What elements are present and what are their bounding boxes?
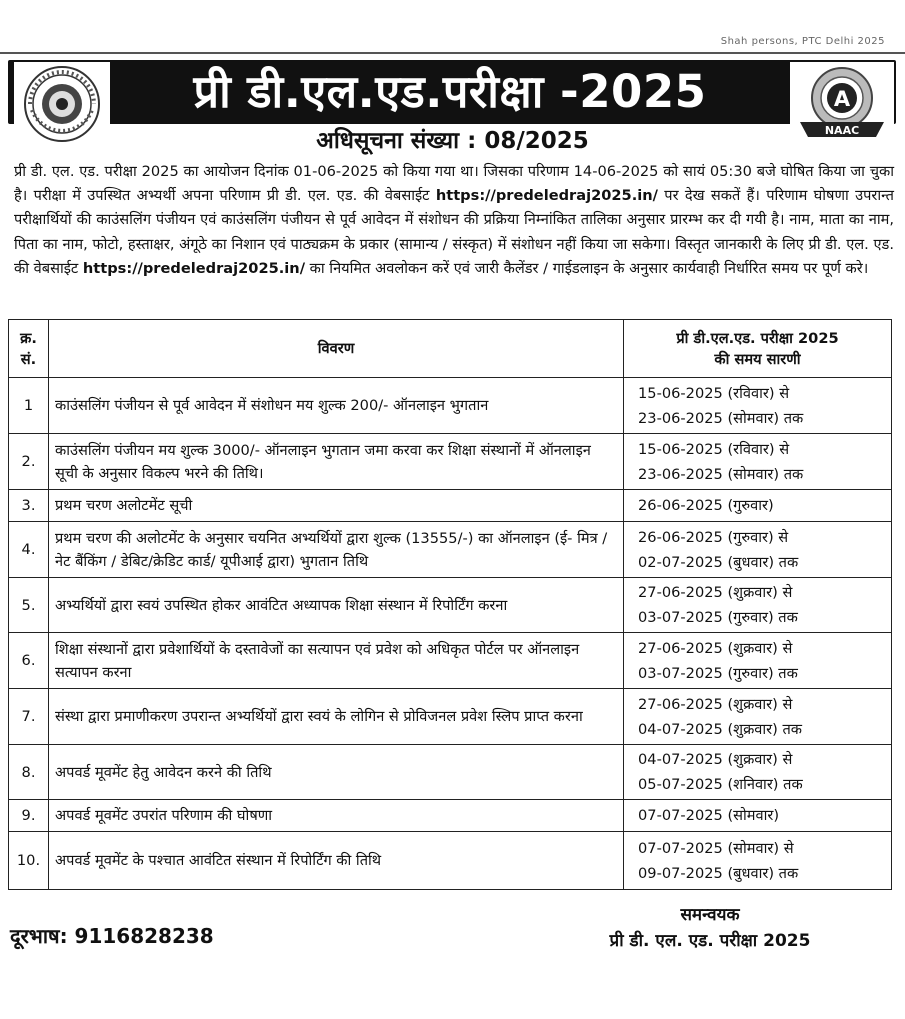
table-row [9, 378, 892, 434]
page-title: प्री डी.एल.एड.परीक्षा -2025 [193, 65, 707, 118]
schedule-table [8, 319, 892, 890]
table-row [9, 633, 892, 689]
row-description: काउंसलिंग पंजीयन मय शुल्क 3000/- ऑनलाइन भुगतान जमा करवा कर शिक्षा संस्थानों में ऑनलाइन सूची के अनुसार विकल्प भरने की तिथि। [49, 434, 624, 490]
row-description: अभ्यर्थियों द्वारा स्वयं उपस्थित होकर आवंटित अध्यापक शिक्षा संस्थान में रिपोर्टिंग करना [49, 578, 624, 633]
coordinator-signature [560, 902, 860, 954]
naac-label: NAAC [824, 124, 860, 137]
row-description: अपवर्ड मूवमेंट हेतु आवेदन करने की तिथि [49, 745, 624, 800]
row-serial: 2. [9, 434, 49, 490]
row-date-end: 05-07-2025 (शनिवार) तक [638, 776, 803, 793]
intro-text-part2: पर देख सकतें हैं। परिणाम घोषणा उपरान्त परीक्षार्थियों की काउंसलिंग पंजीयन एवं काउंसलिंग पंजीयन से पूर्व आवेदन में संशोधन की प्रक्रिया निम्नांकित तालिका अनुसार प्रारम्भ कर दी गयी है। नाम, माता का नाम, पिता का नाम, फोटो, हस्ताक्षर, अंगूठे का निशान एवं पाठ्यक्रम के प्रकार (सामान्य / संस्कृत) में संशोधन नहीं किया जा सकेगा। विस्तृत जानकारी के लिए प्री डी. एल. एड. की वेबसाईट [14, 187, 894, 277]
row-description: प्रथम चरण की अलोटमेंट के अनुसार चयनित अभ्यर्थियों द्वारा शुल्क (13555/-) का ऑनलाइन (ई- मित्र / नेट बैंकिंग / डेबिट/क्रेडिट कार्ड/ यूपीआई द्वारा) भुगतान तिथि [49, 522, 624, 578]
row-date-end: 04-07-2025 (शुक्रवार) तक [638, 720, 802, 738]
top-clipping-edge [0, 0, 905, 54]
row-schedule [624, 689, 892, 745]
row-date-start: 07-07-2025 (सोमवार) [638, 807, 780, 824]
row-serial: 4. [9, 522, 49, 578]
table-row [9, 522, 892, 578]
row-serial: 5. [9, 578, 49, 633]
row-schedule [624, 434, 892, 490]
row-date-start: 26-06-2025 (गुरुवार) से [638, 528, 789, 546]
row-schedule [624, 522, 892, 578]
row-description: अपवर्ड मूवमेंट उपरांत परिणाम की घोषणा [49, 800, 624, 832]
table-row [9, 745, 892, 800]
column-header-description: विवरण [49, 320, 624, 378]
row-schedule [624, 633, 892, 689]
table-row [9, 689, 892, 745]
row-date-start: 26-06-2025 (गुरुवार) [638, 497, 774, 514]
row-date-end: 23-06-2025 (सोमवार) तक [638, 465, 804, 483]
row-serial: 9. [9, 800, 49, 832]
row-description: शिक्षा संस्थानों द्वारा प्रवेशार्थियों के दस्तावेजों का सत्यापन एवं प्रवेश को अधिकृत पोर्टल पर ऑनलाइन सत्यापन करना [49, 633, 624, 689]
table-row [9, 832, 892, 890]
row-date-start: 04-07-2025 (शुक्रवार) से [638, 751, 793, 768]
row-schedule [624, 378, 892, 434]
table-row [9, 490, 892, 522]
row-date-start: 07-07-2025 (सोमवार) से [638, 839, 794, 857]
coordinator-title: समन्वयक [680, 905, 740, 925]
row-date-end: 09-07-2025 (बुधवार) तक [638, 864, 799, 882]
row-schedule [624, 832, 892, 890]
table-header-row [9, 320, 892, 378]
clipped-header-text: Shah persons, PTC Delhi 2025 [720, 36, 885, 47]
row-date-end: 03-07-2025 (गुरुवार) तक [638, 609, 798, 626]
row-date-end: 23-06-2025 (सोमवार) तक [638, 409, 804, 427]
row-description: संस्था द्वारा प्रमाणीकरण उपरान्त अभ्यर्थियों द्वारा स्वयं के लोगिन से प्रोविजनल प्रवेश स्लिप प्राप्त करना [49, 689, 624, 745]
column-header-schedule [624, 320, 892, 378]
row-description: अपवर्ड मूवमेंट के पश्चात आवंटित संस्थान में रिपोर्टिंग की तिथि [49, 832, 624, 890]
intro-text-part3: का नियमित अवलोकन करें एवं जारी कैलेंडर / गाईडलाइन के अनुसार कार्यवाही निर्धारित समय पर पूर्ण करे। [305, 259, 869, 277]
row-serial: 6. [9, 633, 49, 689]
row-date-start: 27-06-2025 (शुक्रवार) से [638, 639, 793, 657]
row-description: प्रथम चरण अलोटमेंट सूची [49, 490, 624, 522]
row-serial: 1 [9, 378, 49, 434]
column-header-serial: क्र. सं. [9, 320, 49, 378]
row-schedule [624, 745, 892, 800]
row-date-start: 27-06-2025 (शुक्रवार) से [638, 584, 793, 601]
row-schedule [624, 800, 892, 832]
row-date-start: 15-06-2025 (रविवार) से [638, 440, 790, 458]
coordinator-exam: प्री डी. एल. एड. परीक्षा 2025 [609, 931, 811, 951]
website-link-2[interactable]: https://predeledraj2025.in/ [82, 259, 306, 277]
intro-text-part1: प्री डी. एल. एड. परीक्षा 2025 का आयोजन दिनांक 01-06-2025 को किया गया था। जिसका परिणाम 14-06-2025 को सायं 05:30 बजे घोषित किया जा चुका है। परीक्षा में उपस्थित अभ्यर्थी अपना परिणाम प्री डी. एल. एड. की वेबसाईट [14, 163, 894, 205]
row-date-end: 03-07-2025 (गुरुवार) तक [638, 664, 798, 682]
intro-paragraph [14, 160, 894, 281]
row-date-end: 02-07-2025 (बुधवार) तक [638, 553, 799, 571]
table-row [9, 434, 892, 490]
row-serial: 10. [9, 832, 49, 890]
phone-number: दूरभाष: 9116828238 [10, 924, 214, 948]
row-schedule [624, 578, 892, 633]
table-row [9, 578, 892, 633]
schedule-header-line2: की समय सारणी [714, 350, 801, 368]
table-row [9, 800, 892, 832]
naac-grade-letter: A [833, 87, 851, 111]
row-serial: 3. [9, 490, 49, 522]
row-schedule [624, 490, 892, 522]
schedule-header-line1: प्री डी.एल.एड. परीक्षा 2025 [676, 329, 839, 347]
row-serial: 8. [9, 745, 49, 800]
row-date-start: 15-06-2025 (रविवार) से [638, 384, 790, 402]
row-description: काउंसलिंग पंजीयन से पूर्व आवेदन में संशोधन मय शुल्क 200/- ऑनलाइन भुगतान [49, 378, 624, 434]
website-link-1[interactable]: https://predeledraj2025.in/ [435, 187, 658, 205]
notice-number: अधिसूचना संख्या : 08/2025 [316, 128, 589, 154]
row-serial: 7. [9, 689, 49, 745]
row-date-start: 27-06-2025 (शुक्रवार) से [638, 695, 793, 713]
